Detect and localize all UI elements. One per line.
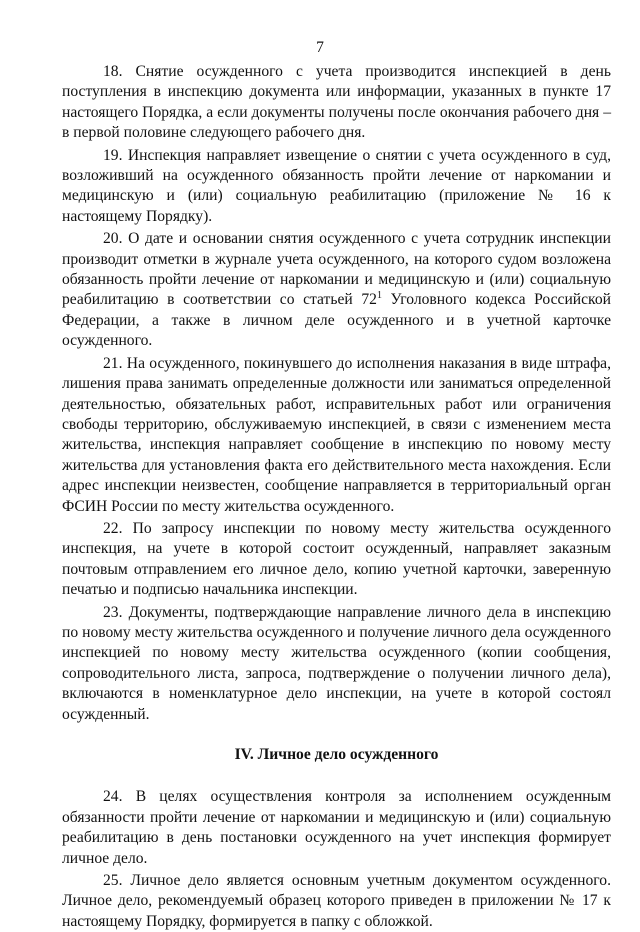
paragraph-22: 22. По запросу инспекции по новому месту жительства осужденного инспекция, на учете в которой состоит осужденный, направляет заказным почтовым отправлением его личное дело, копию учетной карточки, заверенную печатью и подписью начальника инспекции. xyxy=(62,519,611,599)
article-superscript: 1 xyxy=(376,290,382,302)
paragraph-20-part-b: Уголовного кодекса Российской Федерации, а также в личном деле осужденного и в учетной карточке осужденного. xyxy=(62,291,611,350)
paragraph-20 xyxy=(62,229,611,351)
paragraph-20-part-a: 20. О дате и основании снятия осужденного с учета сотрудник инспекции производит отметки в журнале учета осужденного, на которого судом возложена обязанность пройти лечение от наркомании и медицинскую и (или) социальную реабилитацию в соответствии со статьей 72 xyxy=(62,230,611,309)
page-number: 7 xyxy=(316,39,324,56)
section-heading: IV. Личное дело осужденного xyxy=(234,746,439,763)
paragraph-24: 24. В целях осуществления контроля за исполнением осужденным обязанности пройти лечение от наркомании и медицинскую и (или) социальную реабилитацию в день постановки осужденного на учет инспекция формирует личное дело. xyxy=(62,788,611,867)
paragraph-23: 23. Документы, подтверждающие направление личного дела в инспекцию по новому месту жительства осужденного и получение личного дела осужденного инспекцией по новому месту жительства осужденного (копии сообщения, сопроводительного листа, запроса, подтверждение о получении личного дела), включаются в номенклатурное дело инспекции, на учете в которой состоял осужденный. xyxy=(62,603,611,723)
paragraph-19: 19. Инспекция направляет извещение о снятии с учета осужденного в суд, возложивший на осужденного обязанность пройти лечение от наркомании и медицинскую и (или) социальную реабилитацию (приложение № 16 к настоящему Порядку). xyxy=(62,146,611,225)
paragraph-18: 18. Снятие осужденного с учета производится инспекцией в день поступления в инспекцию документа или информации, указанных в пункте 17 настоящего Порядка, а если документы получены после окончания рабочего дня – в первой половине следующего рабочего дня. xyxy=(62,63,611,142)
document-body xyxy=(62,62,611,932)
paragraph-21: 21. На осужденного, покинувшего до исполнения наказания в виде штрафа, лишения права занимать определенные должности или заниматься определенной деятельностью, обязательных работ, исправительных работ или ограничения свободы территорию, обслуживаемую инспекцией, в связи с изменением места жительства, инспекция направляет сообщение в инспекцию по новому месту жительства для установления факта его действительного места нахождения. Если адрес инспекции неизвестен, сообщение направляется в территориальный орган ФСИН России по месту жительства осужденного. xyxy=(62,354,611,515)
paragraph-25: 25. Личное дело является основным учетным документом осужденного. Личное дело, рекомендуемый образец которого приведен в приложении № 17 к настоящему Порядку, формируется в папку с обложкой. xyxy=(62,872,611,930)
